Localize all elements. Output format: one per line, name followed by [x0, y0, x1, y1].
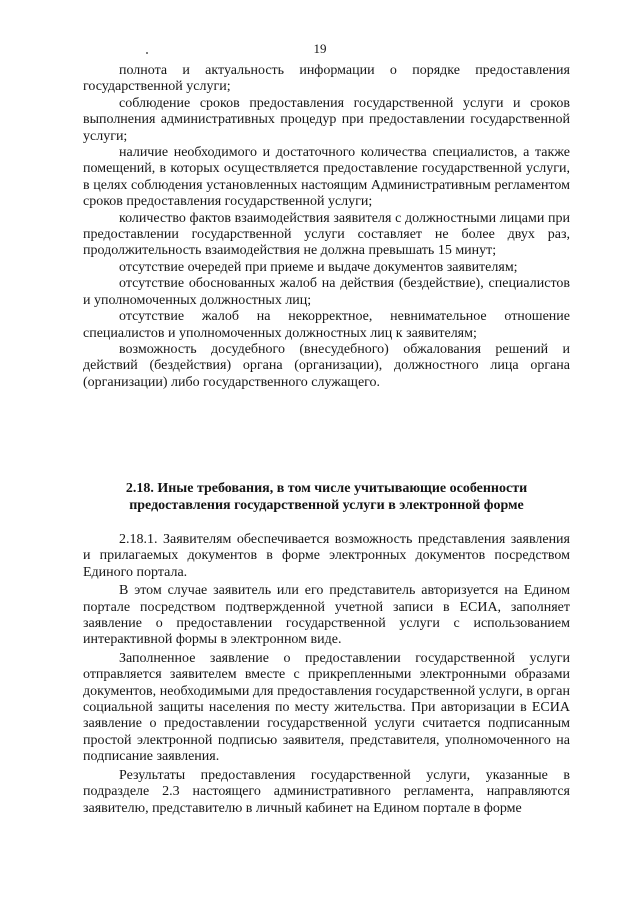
list-item: отсутствие обоснованных жалоб на действия (бездействие), специалистов и уполномоченных должностных лиц; — [83, 276, 570, 308]
section-paragraph: Результаты предоставления государственной услуги, указанные в подразделе 2.3 настоящего административного регламента, направляются заявителю, представителю в личный кабинет на Едином портале в форме — [83, 767, 570, 816]
section-paragraph: Заполненное заявление о предоставлении государственной услуги отправляется заявителем вместе с прикрепленными электронными образами документов, необходимыми для предоставления государственной услуги, в орган социальной защиты населения по месту жительства. При авторизации в ЕСИА заявление о предоставлении государственной услуги считается подписанным простой электронной подписью заявителя, представителя, уполномоченного на подписание заявления. — [83, 650, 570, 765]
list-item: отсутствие жалоб на некорректное, невнимательное отношение специалистов и уполномоченных должностных лиц к заявителям; — [83, 309, 570, 341]
section-body — [83, 532, 570, 819]
list-item: наличие необходимого и достаточного количества специалистов, а также помещений, в которых осуществляется предоставление государственной услуги, в целях соблюдения установленных настоящим Административным регламентом сроков предоставления государственной услуги; — [83, 145, 570, 210]
list-item: полнота и актуальность информации о порядке предоставления государственной услуги; — [83, 63, 570, 95]
section-heading-line: предоставления государственной услуги в электронной форме — [129, 497, 524, 513]
section-heading — [83, 481, 570, 514]
quality-criteria-list — [83, 63, 570, 391]
list-item: количество фактов взаимодействия заявителя с должностными лицами при предоставлении государственной услуги составляет не более двух раз, продолжительность взаимодействия не должна превышать 15 минут; — [83, 210, 570, 259]
list-item: возможность досудебного (внесудебного) обжалования решений и действий (бездействия) органа (организации), должностного лица органа (организации) либо государственного служащего. — [83, 341, 570, 390]
list-item: соблюдение сроков предоставления государственной услуги и сроков выполнения административных процедур при предоставлении государственной услуги; — [83, 95, 570, 144]
scan-speck — [146, 52, 148, 54]
page-number: 19 — [313, 41, 327, 56]
section-paragraph: В этом случае заявитель или его представитель авторизуется на Едином портале посредством подтвержденной учетной записи в ЕСИА, заполняет заявление о предоставлении государственной услуги с использованием интерактивной формы в электронном виде. — [83, 583, 570, 648]
list-item: отсутствие очередей при приеме и выдаче документов заявителям; — [119, 259, 518, 275]
section-paragraph: 2.18.1. Заявителям обеспечивается возможность представления заявления и прилагаемых документов в форме электронных документов посредством Единого портала. — [83, 532, 570, 580]
section-heading-line: 2.18. Иные требования, в том числе учитывающие особенности — [125, 481, 528, 496]
